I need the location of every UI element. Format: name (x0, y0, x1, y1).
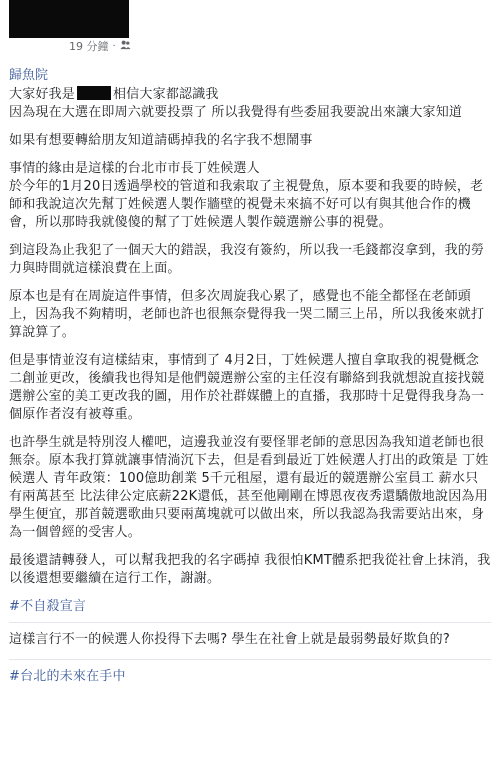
origin-heading: 事情的緣由是這樣的台北市市長丁姓候選人 (9, 161, 260, 176)
friends-icon[interactable] (120, 39, 131, 53)
paragraph-closing: 最後還請轉發人，可以幫我把我的名字碼掉 我很怕KMT體系把我從社會上抹消，我以後還想要繼續在這行工作，謝謝。 (9, 553, 491, 586)
divider (9, 622, 491, 623)
redacted-name (77, 86, 111, 100)
hashtag-1[interactable]: #不自殺宣言 (9, 599, 87, 614)
post-body (9, 86, 491, 696)
post-header (9, 0, 500, 53)
group-name[interactable]: 歸魚院 (9, 68, 49, 83)
redacted-poster-name (9, 0, 129, 38)
post-meta (69, 38, 131, 54)
intro-text-a: 大家好我是 (9, 87, 76, 102)
paragraph-origin (9, 160, 491, 232)
paragraph-question: 這樣言行不一的候選人你投得下去嗎? 學生在社會上就是最弱勢最好欺負的? (9, 632, 450, 647)
paragraph-mistake: 到這段為止我犯了一個天大的錯誤，我沒有簽約，所以我一毛錢都沒拿到，我的勞力與時間就這樣浪費在上面。 (9, 243, 485, 276)
post-timestamp[interactable]: 19 分鐘 (69, 40, 109, 53)
origin-body: 於今年的1月20日透過學校的管道和我索取了主視覺魚，原本要和我要的時候，老師和我說這次先幫丁姓候選人製作牆壁的視覺未來搞不好可以有與其他合作的機會，所以那時我就傻傻的幫了丁姓候選人製作競選辦公事的視覺。 (9, 179, 484, 230)
paragraph-april: 但是事情並沒有這樣結束，事情到了 4月2日，丁姓候選人擅自拿取我的視覺概念二創並更改，後續我也得知是他們競選辦公室的主任沒有聯絡到我就想說直接找競選辦公室的美工更改我的圖，用作於社群媒體上的直播，我那時十足覺得我身為一個原作者沒有被尊重。 (9, 353, 485, 422)
paragraph-intro (9, 86, 491, 122)
hashtag-2[interactable]: #台北的未來在手中 (9, 669, 126, 684)
intro-text-b: 相信大家都認識我 (113, 87, 219, 102)
paragraph-policy: 也許學生就是特別沒人權吧，這邊我並沒有要怪罪老師的意思因為我知道老師也很無奈。原本我打算就讓事情淌沉下去，但是看到最近丁姓候選人打出的政策是 丁姓候選人 青年政策：100億助創業 5千元租屋，還有最近的競選辦公室員工 薪水只有兩萬甚至 比法律公定底薪22K還低，甚至他剛剛在博恩夜夜秀還驕傲地說因為用學生便宜，那首競選歌曲只要兩萬塊就可以做出來，所以我認為我需要站出來，身為一個曾經的受害人。 (9, 435, 489, 540)
paragraph-request: 如果有想要轉給朋友知道請碼掉我的名字我不想鬧事 (9, 133, 313, 148)
paragraph-negotiation: 原本也是有在周旋這件事情，但多次周旋我心累了，感覺也不能全都怪在老師頭上，因為我不夠精明，老師也許也很無奈覺得我一哭二鬧三上吊，所以我後來就打算說算了。 (9, 289, 485, 340)
divider-2 (9, 659, 491, 660)
intro-text-c: 因為現在大選在即周六就要投票了 所以我覺得有些委屈我要說出來讓大家知道 (9, 105, 463, 120)
meta-separator: · (112, 40, 116, 52)
